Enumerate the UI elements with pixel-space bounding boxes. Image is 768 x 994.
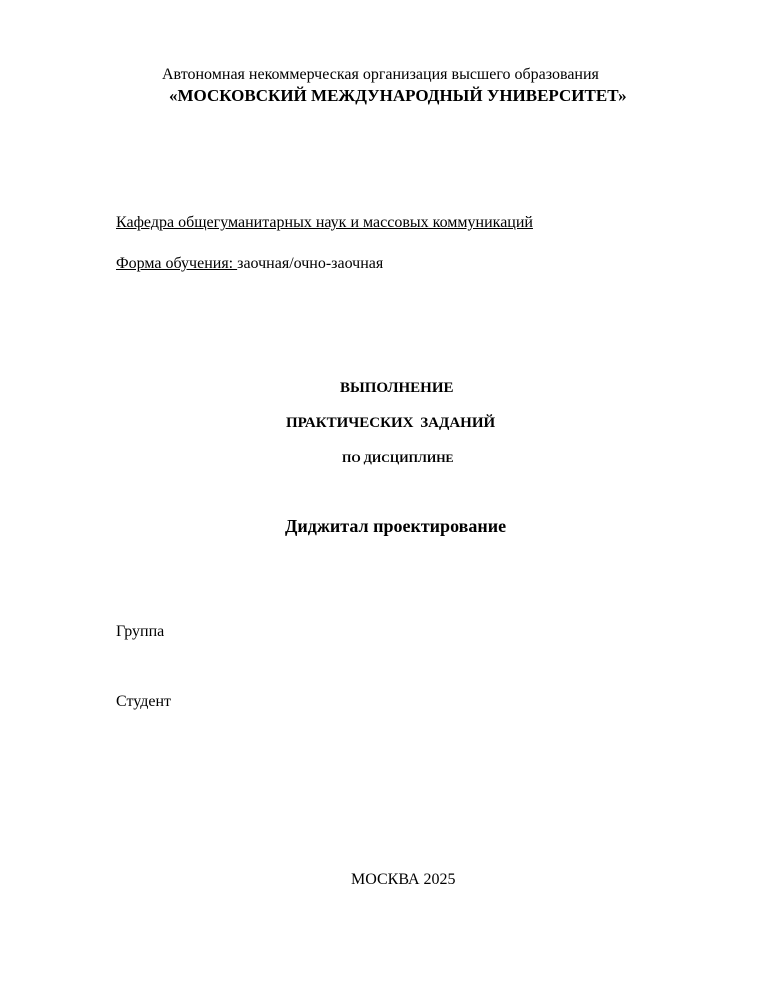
study-form-value: заочная/очно-заочная — [237, 255, 384, 272]
department-name: Кафедра общегуманитарных наук и массовых коммуникаций — [116, 214, 533, 231]
group-label: Группа — [116, 623, 165, 640]
city-year: МОСКВА 2025 — [351, 871, 456, 888]
study-form — [116, 256, 383, 272]
study-form-label: Форма обучения: — [116, 255, 238, 272]
organization-type: Автономная некоммерческая организация высшего образования — [162, 66, 599, 83]
university-name: «МОСКОВСКИЙ МЕЖДУНАРОДНЫЙ УНИВЕРСИТЕТ» — [169, 86, 627, 105]
student-label: Студент — [116, 693, 172, 710]
title-line-1: ВЫПОЛНЕНИЕ — [340, 380, 454, 396]
discipline-name: Диджитал проектирование — [285, 516, 507, 536]
title-line-3: ПО ДИСЦИПЛИНЕ — [342, 451, 454, 465]
title-line-2: ПРАКТИЧЕСКИХ ЗАДАНИЙ — [286, 415, 496, 431]
